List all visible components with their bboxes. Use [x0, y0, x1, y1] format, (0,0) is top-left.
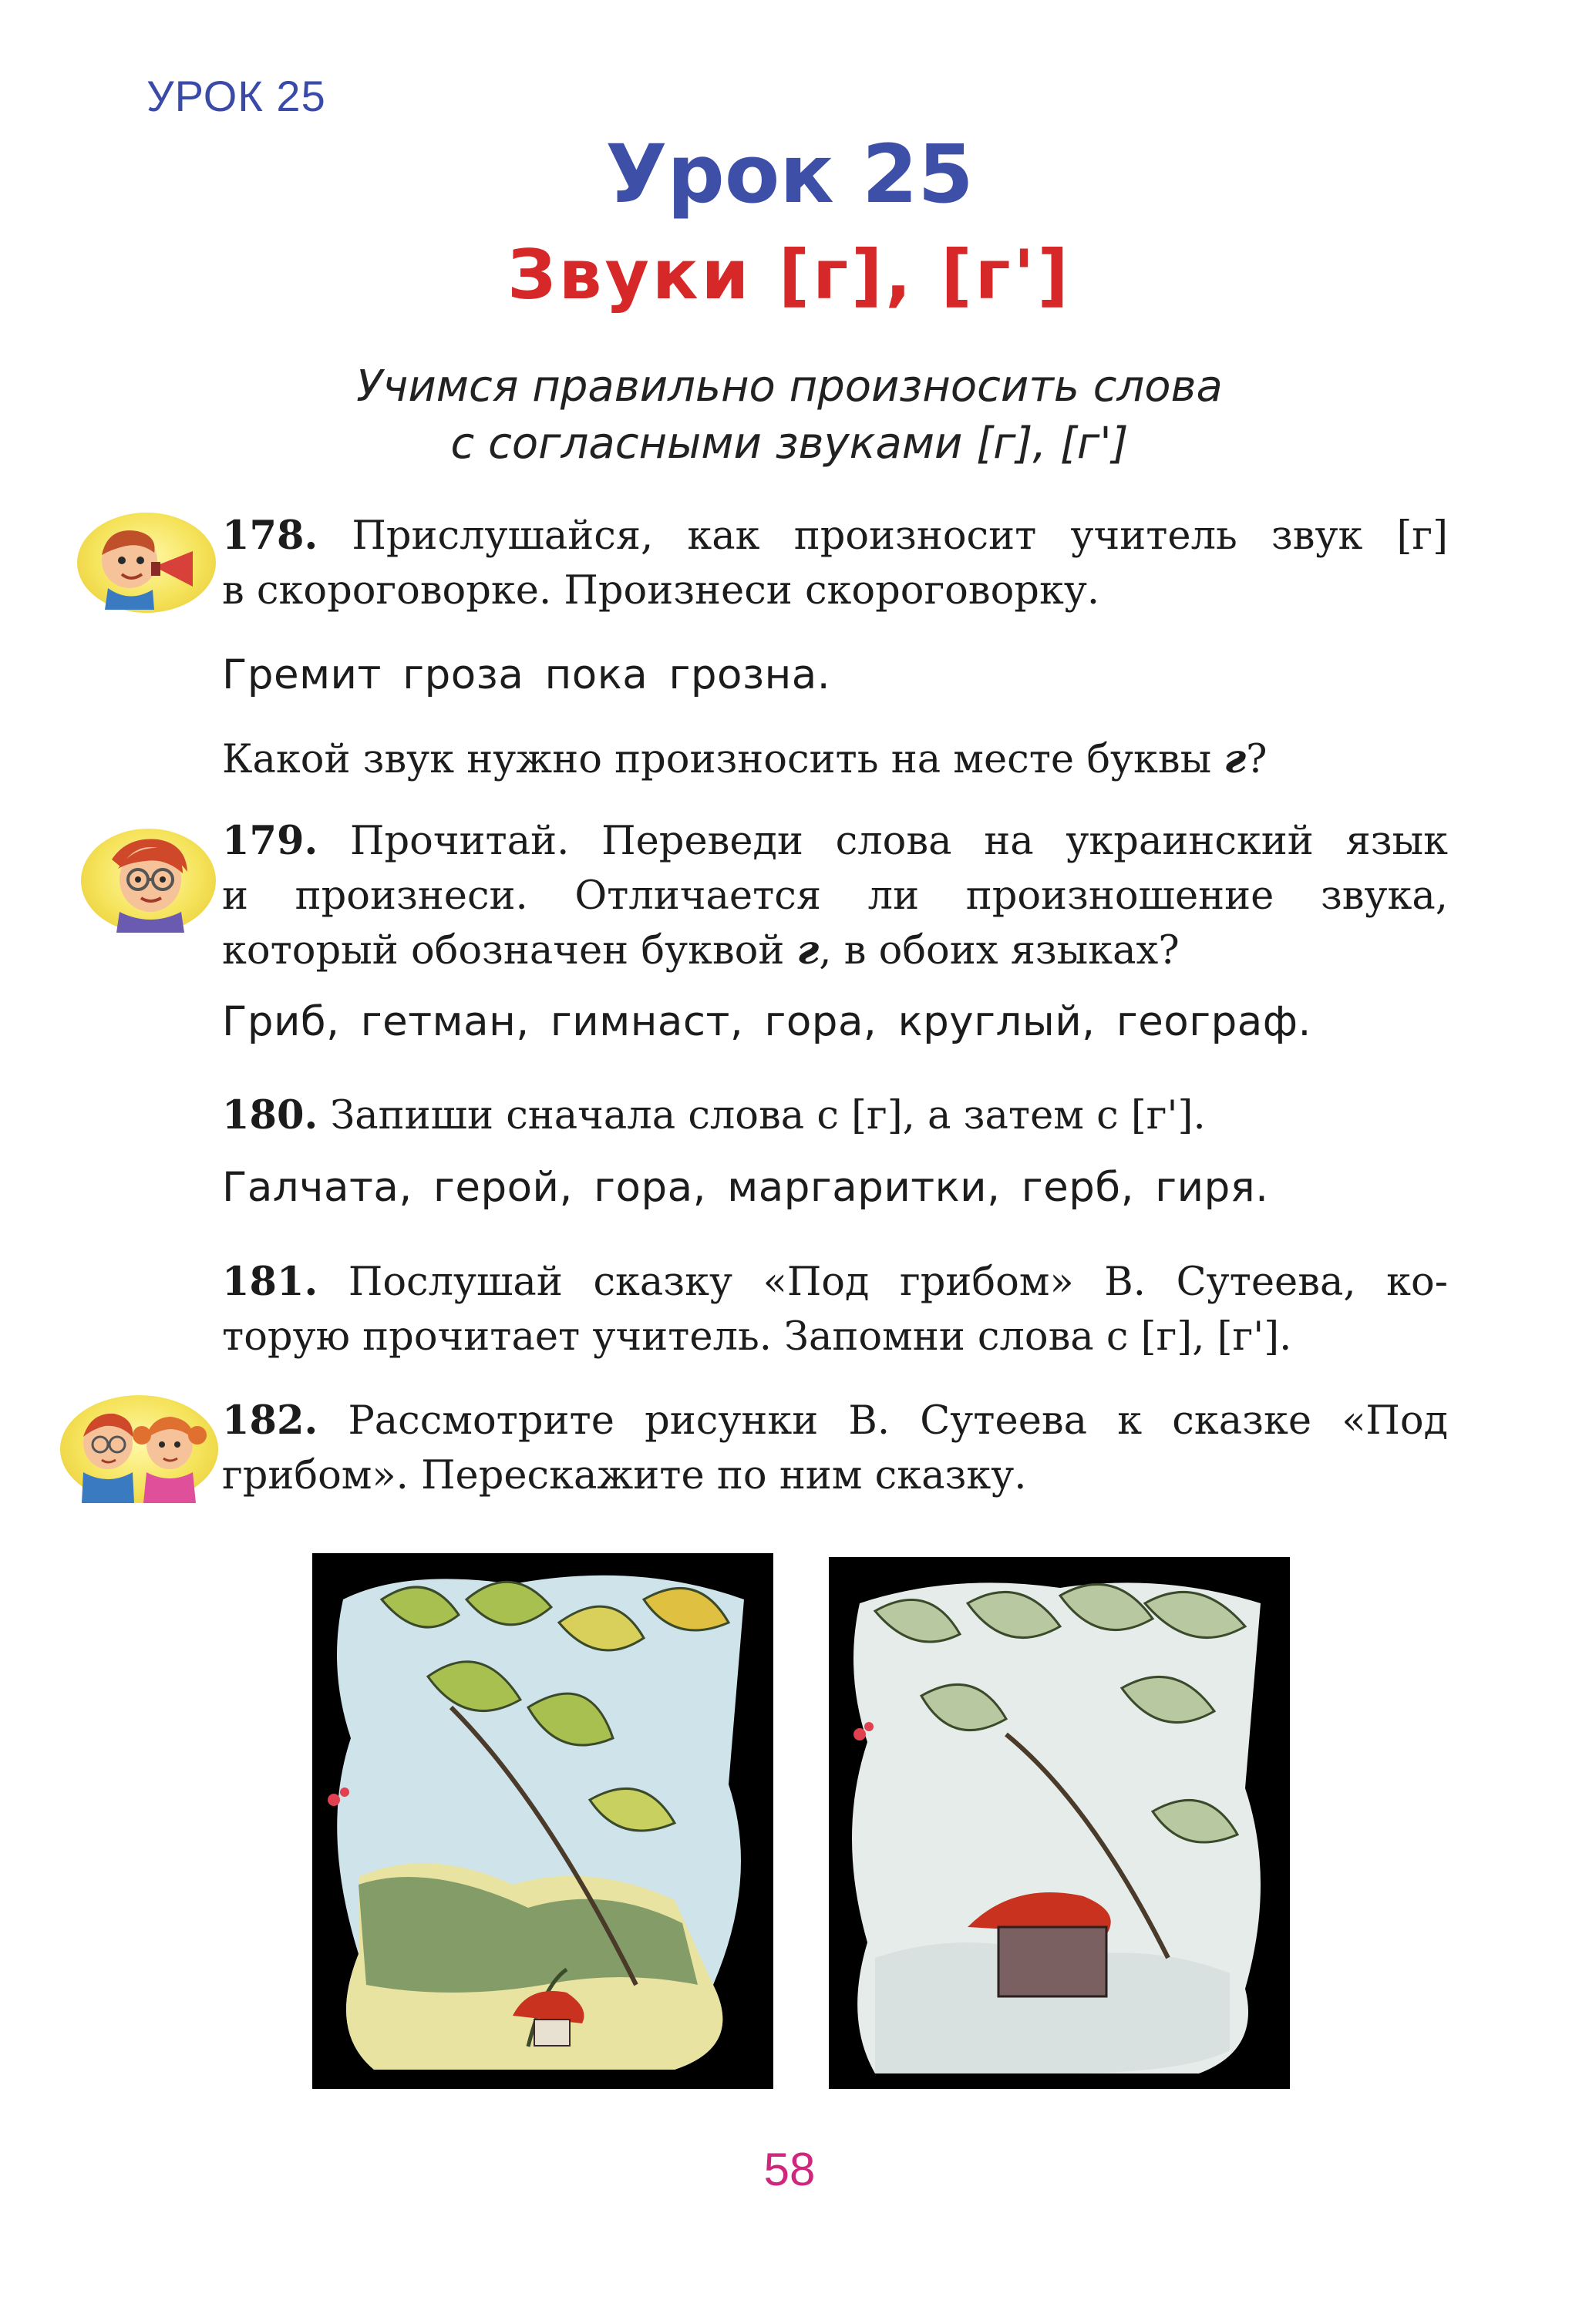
exercise-178 [222, 509, 1448, 618]
page-number: 58 [763, 2144, 816, 2195]
exercise-181 [222, 1255, 1448, 1364]
exercise-182 [222, 1394, 1448, 1503]
lesson-subtitle: Звуки [г], [г'] [507, 235, 1072, 314]
word-list: Гриб, гетман, гимнаст, гора, круглый, географ. [222, 998, 1311, 1045]
illustration-big-mushroom [829, 1557, 1290, 2089]
read-boy-icon [81, 829, 216, 933]
running-head: УРОК 25 [146, 72, 326, 120]
exercise-text: Запиши сначала слова с [г], а затем с [г']. [330, 1093, 1206, 1138]
exercise-text: Прочитай. Переведи слова на украинский язык [350, 819, 1448, 864]
pair-work-icon [60, 1395, 218, 1503]
exercise-text: в скороговорке. Произнеси скороговорку. [222, 568, 1100, 614]
lesson-goal [0, 358, 1579, 473]
illustration-small-mushroom [312, 1553, 773, 2089]
exercise-question: Какой звук нужно произносить на месте буквы г? [222, 736, 1268, 782]
exercise-text: Прислушайся, как произносит учитель звук [г] [352, 513, 1449, 559]
exercise-text: торую прочитает учитель. Запомни слова с [г], [г']. [222, 1314, 1292, 1360]
letter-g: г [796, 927, 820, 974]
tongue-twister: Гремит гроза пока грозна. [222, 651, 831, 698]
exercise-text: Рассмотрите рисунки В. Сутеева к сказке «Под [348, 1398, 1448, 1444]
exercise-number: 178. [222, 513, 318, 559]
exercise-text: Послушай сказку «Под грибом» В. Сутеева, ко- [348, 1260, 1448, 1305]
goal-line-1: Учимся правильно произносить слова [356, 362, 1223, 412]
exercise-number: 182. [222, 1397, 318, 1444]
letter-g: г [1224, 736, 1247, 782]
exercise-number: 180. [222, 1092, 318, 1138]
exercise-179 [222, 814, 1448, 978]
goal-line-2: с согласными звуками [г], [г'] [450, 419, 1129, 469]
exercise-number: 179. [222, 818, 318, 864]
exercise-text: и произнеси. Отличается ли произношение звука, [222, 873, 1448, 919]
exercise-180 [222, 1088, 1448, 1143]
exercise-number: 181. [222, 1259, 318, 1305]
exercise-text: который обозначен буквой г, в обоих языках? [222, 927, 1180, 974]
exercise-text: грибом». Перескажите по ним сказку. [222, 1453, 1027, 1498]
listen-boy-icon [77, 513, 216, 613]
lesson-title: Урок 25 [605, 127, 974, 221]
word-list: Галчата, герой, гора, маргаритки, герб, гиря. [222, 1164, 1269, 1211]
